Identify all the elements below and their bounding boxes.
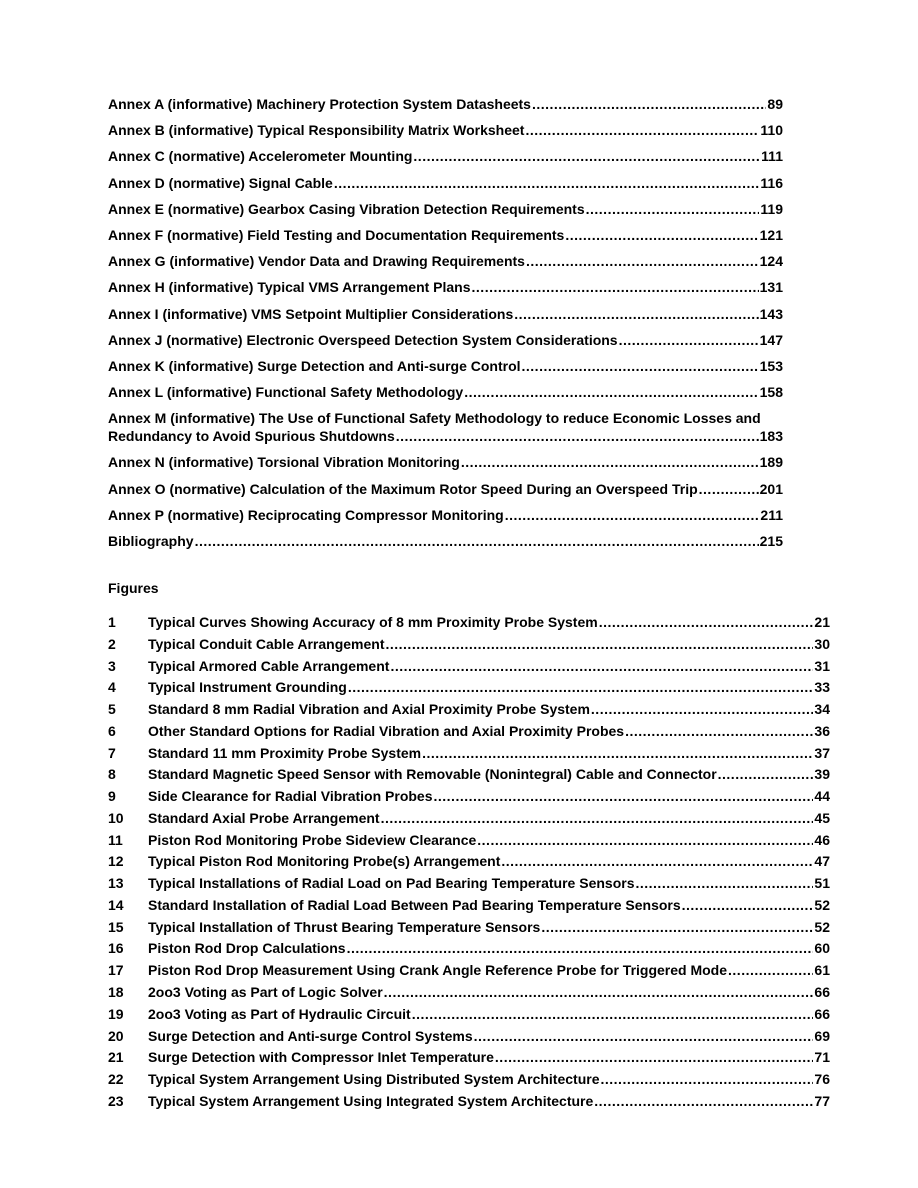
toc-entry-title: Annex P (normative) Reciprocating Compressor Monitoring (108, 506, 504, 523)
dot-leader (635, 875, 813, 892)
toc-entry-annex-h[interactable] (108, 279, 783, 296)
figure-entry[interactable] (108, 853, 830, 870)
figure-number: 11 (108, 831, 123, 848)
figure-entry[interactable] (108, 1093, 830, 1110)
figure-number: 23 (108, 1092, 124, 1109)
figure-entry[interactable] (108, 679, 830, 696)
toc-entry-page: 124 (759, 253, 783, 270)
dot-leader (541, 919, 813, 936)
figure-page: 46 (814, 831, 830, 848)
toc-entry-annex-f[interactable] (108, 227, 783, 244)
figure-title: Typical Conduit Cable Arrangement (148, 635, 385, 652)
toc-entry-annex-j[interactable] (108, 332, 783, 349)
toc-entry-page: 201 (759, 480, 783, 497)
figure-title: Standard 11 mm Proximity Probe System (148, 744, 422, 761)
figure-title: Piston Rod Drop Measurement Using Crank Angle Reference Probe for Triggered Mode (148, 962, 728, 979)
toc-entry-annex-k[interactable] (108, 358, 783, 375)
toc-entry-annex-e[interactable] (108, 201, 783, 218)
toc-entry-page: 131 (759, 279, 783, 296)
figure-entry[interactable] (108, 962, 830, 979)
figure-entry[interactable] (108, 897, 830, 914)
figure-number: 17 (108, 962, 124, 979)
figure-title: Typical Installation of Thrust Bearing Temperature Sensors (148, 918, 541, 935)
figure-page: 45 (814, 809, 830, 826)
figure-number: 10 (108, 809, 124, 826)
figure-entry[interactable] (108, 788, 830, 805)
dot-leader (505, 507, 760, 524)
dot-leader (477, 832, 813, 849)
toc-entry-annex-m[interactable] (108, 410, 783, 445)
toc-entry-page: 143 (759, 305, 783, 322)
figure-page: 31 (814, 657, 830, 674)
toc-entry-title: Annex B (informative) Typical Responsibility Matrix Worksheet (108, 122, 525, 139)
toc-entry-page: 189 (759, 454, 783, 471)
figure-number: 20 (108, 1027, 124, 1044)
toc-entry-page: 215 (759, 533, 783, 549)
toc-entry-title: Annex F (normative) Field Testing and Documentation Requirements (108, 226, 565, 243)
figure-page: 51 (814, 875, 830, 892)
figure-number: 12 (108, 853, 124, 870)
toc-entry-annex-b[interactable] (108, 122, 783, 139)
figure-number: 7 (108, 744, 116, 761)
toc-entry-page: 111 (761, 148, 783, 165)
figure-page: 39 (814, 766, 830, 783)
toc-entry-title: Annex N (informative) Torsional Vibration Monitoring (108, 454, 460, 471)
figure-title: Standard 8 mm Radial Vibration and Axial Proximity Probe System (148, 701, 590, 718)
toc-entry-title: Annex D (normative) Signal Cable (108, 174, 333, 191)
dot-leader (348, 679, 814, 696)
figure-page: 37 (814, 744, 830, 761)
toc-entry-annex-n[interactable] (108, 454, 783, 471)
figure-number: 1 (108, 614, 116, 630)
figure-number: 8 (108, 766, 116, 783)
toc-entry-title: Annex I (informative) VMS Setpoint Multiplier Considerations (108, 305, 514, 322)
dot-leader (461, 454, 759, 471)
figure-entry[interactable] (108, 1006, 830, 1023)
toc-entry-page: 119 (760, 200, 783, 217)
toc-entry-annex-a[interactable] (108, 96, 783, 113)
toc-entry-annex-d[interactable] (108, 175, 783, 192)
dot-leader (525, 122, 759, 139)
toc-entry-page: 116 (760, 174, 783, 191)
figure-number: 19 (108, 1005, 124, 1022)
figure-title: Typical Instrument Grounding (148, 679, 347, 696)
dot-leader (591, 701, 814, 718)
figure-entry[interactable] (108, 984, 830, 1001)
figure-number: 9 (108, 788, 116, 805)
figure-title: Standard Axial Probe Arrangement (148, 809, 380, 826)
figure-title: Side Clearance for Radial Vibration Probes (148, 788, 433, 805)
figure-number: 14 (108, 896, 124, 913)
dot-leader (526, 253, 759, 270)
dot-leader (532, 96, 766, 113)
figure-page: 61 (814, 962, 830, 979)
annex-list (108, 96, 783, 559)
toc-entry-title: Annex C (normative) Accelerometer Mounting (108, 148, 413, 165)
figure-title: 2oo3 Voting as Part of Hydraulic Circuit (148, 1005, 411, 1022)
dot-leader (422, 745, 813, 762)
toc-entry-page: 89 (767, 96, 783, 112)
toc-entry-title: Annex H (informative) Typical VMS Arrangement Plans (108, 279, 471, 296)
toc-entry-annex-o[interactable] (108, 481, 783, 498)
figure-number: 13 (108, 875, 124, 892)
toc-entry-page: 147 (759, 331, 783, 348)
toc-entry-page: 110 (760, 122, 783, 139)
dot-leader (495, 1049, 814, 1066)
figure-page: 71 (814, 1049, 830, 1066)
figure-entry[interactable] (108, 1028, 830, 1045)
dot-leader (384, 984, 814, 1001)
toc-entry-page: 158 (759, 384, 783, 401)
figure-entry[interactable] (108, 810, 830, 827)
toc-entry-page: 153 (759, 357, 783, 374)
figure-title: Standard Magnetic Speed Sensor with Removable (Nonintegral) Cable and Connector (148, 766, 717, 783)
toc-entry-bibliography[interactable] (108, 533, 783, 550)
dot-leader (412, 1006, 814, 1023)
dot-leader (718, 766, 814, 783)
figure-entry[interactable] (108, 745, 830, 762)
figure-entry[interactable] (108, 658, 830, 675)
dot-leader (586, 201, 760, 218)
dot-leader (347, 940, 814, 957)
dot-leader (599, 614, 814, 631)
figure-title: Surge Detection and Anti-surge Control Systems (148, 1027, 473, 1044)
figure-page: 76 (814, 1071, 830, 1088)
toc-entry-title: Annex G (informative) Vendor Data and Drawing Requirements (108, 253, 525, 270)
figure-title: Typical Installations of Radial Load on Pad Bearing Temperature Sensors (148, 875, 635, 892)
figure-page: 47 (814, 853, 830, 870)
dot-leader (619, 332, 759, 349)
toc-entry-title: Annex A (informative) Machinery Protection System Datasheets (108, 96, 531, 112)
figure-number: 2 (108, 635, 116, 652)
figure-entry[interactable] (108, 636, 830, 653)
figure-number: 22 (108, 1071, 124, 1088)
toc-entry-title-line2: Redundancy to Avoid Spurious Shutdowns (108, 428, 395, 445)
toc-entry-title: Annex E (normative) Gearbox Casing Vibration Detection Requirements (108, 200, 585, 217)
figure-number: 4 (108, 679, 116, 696)
figure-entry[interactable] (108, 940, 830, 957)
dot-leader (625, 723, 813, 740)
dot-leader (413, 148, 760, 165)
figure-title: Typical Piston Rod Monitoring Probe(s) Arrangement (148, 853, 501, 870)
figure-entry[interactable] (108, 614, 830, 631)
figures-heading: Figures (108, 580, 159, 596)
figure-page: 30 (814, 635, 830, 652)
figure-page: 60 (814, 940, 830, 957)
figure-number: 6 (108, 722, 116, 739)
figure-page: 44 (814, 788, 830, 805)
figure-entry[interactable] (108, 1071, 830, 1088)
dot-leader (385, 636, 813, 653)
dot-leader (390, 658, 813, 675)
toc-entry-title: Bibliography (108, 533, 194, 549)
figure-entry[interactable] (108, 723, 830, 740)
figure-entry[interactable] (108, 701, 830, 718)
toc-entry-page: 211 (760, 506, 783, 523)
figure-page: 69 (814, 1027, 830, 1044)
figure-page: 77 (814, 1092, 830, 1109)
figure-number: 15 (108, 918, 124, 935)
dot-leader (594, 1093, 813, 1110)
dot-leader (522, 358, 759, 375)
toc-entry-annex-i[interactable] (108, 306, 783, 323)
dot-leader (565, 227, 758, 244)
dot-leader (601, 1071, 814, 1088)
dot-leader (501, 853, 813, 870)
dot-leader (381, 810, 814, 827)
toc-entry-title: Annex J (normative) Electronic Overspeed Detection System Considerations (108, 331, 618, 348)
toc-entry-title-line1: Annex M (informative) The Use of Functional Safety Methodology to reduce Economic Losses and (108, 410, 761, 427)
dot-leader (195, 533, 759, 550)
dot-leader (334, 175, 760, 192)
figure-title: Typical Curves Showing Accuracy of 8 mm Proximity Probe System (148, 614, 598, 630)
figure-title: Typical Armored Cable Arrangement (148, 657, 390, 674)
figure-page: 66 (814, 1005, 830, 1022)
figure-entry[interactable] (108, 919, 830, 936)
figure-entry[interactable] (108, 766, 830, 783)
figure-number: 21 (108, 1049, 124, 1066)
figure-page: 66 (814, 984, 830, 1001)
dot-leader (396, 428, 759, 445)
figure-number: 16 (108, 940, 124, 957)
toc-entry-annex-c[interactable] (108, 148, 783, 165)
figure-entry[interactable] (108, 832, 830, 849)
dot-leader (434, 788, 814, 805)
figure-title: Other Standard Options for Radial Vibration and Axial Proximity Probes (148, 722, 625, 739)
figure-page: 33 (814, 679, 830, 696)
dot-leader (699, 481, 759, 498)
dot-leader (514, 306, 758, 323)
toc-entry-page: 183 (759, 428, 783, 445)
figure-title: Piston Rod Monitoring Probe Sideview Clearance (148, 831, 477, 848)
figure-page: 52 (814, 918, 830, 935)
toc-entry-annex-g[interactable] (108, 253, 783, 270)
toc-entry-annex-l[interactable] (108, 384, 783, 401)
toc-entry-title: Annex O (normative) Calculation of the Maximum Rotor Speed During an Overspeed Trip (108, 480, 698, 497)
figure-title: Piston Rod Drop Calculations (148, 940, 346, 957)
toc-entry-title: Annex K (informative) Surge Detection and Anti-surge Control (108, 357, 521, 374)
figure-entry[interactable] (108, 1049, 830, 1066)
figure-page: 34 (814, 701, 830, 718)
figure-title: 2oo3 Voting as Part of Logic Solver (148, 984, 383, 1001)
dot-leader (472, 279, 759, 296)
figure-page: 36 (814, 722, 830, 739)
figure-page: 52 (814, 896, 830, 913)
toc-entry-annex-p[interactable] (108, 507, 783, 524)
toc-entry-second-line (108, 428, 783, 445)
toc-entry-title: Annex L (informative) Functional Safety Methodology (108, 384, 464, 401)
figure-number: 5 (108, 701, 116, 718)
figures-list (108, 614, 830, 1115)
dot-leader (728, 962, 813, 979)
toc-entry-page: 121 (759, 226, 783, 243)
figure-page: 21 (814, 614, 830, 630)
figure-number: 3 (108, 657, 116, 674)
figure-title: Standard Installation of Radial Load Between Pad Bearing Temperature Sensors (148, 896, 681, 913)
figure-title: Typical System Arrangement Using Distributed System Architecture (148, 1071, 600, 1088)
dot-leader (474, 1028, 814, 1045)
dot-leader (464, 384, 758, 401)
figure-title: Typical System Arrangement Using Integrated System Architecture (148, 1092, 594, 1109)
dot-leader (682, 897, 814, 914)
figure-entry[interactable] (108, 875, 830, 892)
figure-title: Surge Detection with Compressor Inlet Temperature (148, 1049, 494, 1066)
figure-number: 18 (108, 984, 124, 1001)
